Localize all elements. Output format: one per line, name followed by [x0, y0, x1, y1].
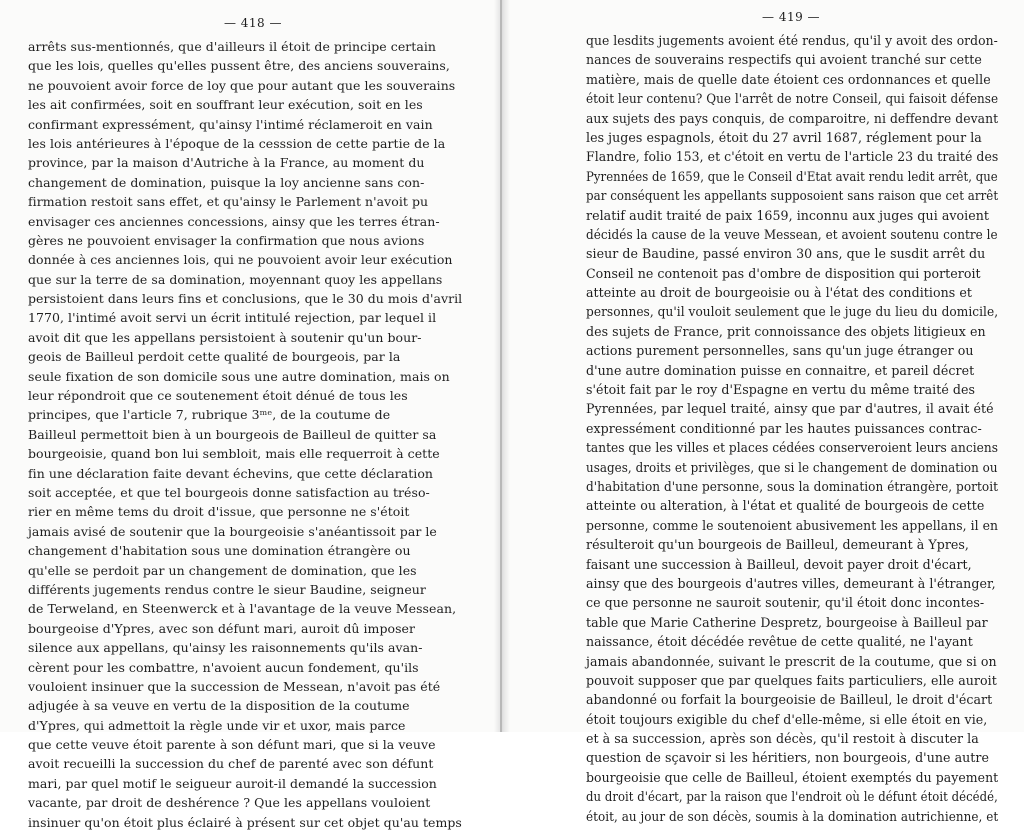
text-line: résulteroit qu'un bourgeois de Bailleul, demeurant à Ypres,	[586, 537, 969, 553]
text-line: cèrent pour les combattre, n'avoient aucun fondement, qu'ils	[28, 659, 419, 675]
text-line: jamais avisé de soutenir que la bourgeoisie s'anéantissoit par le	[28, 523, 437, 539]
text-line: décidés la cause de la veuve Messean, et avoient soutenu contre le	[586, 226, 998, 242]
text-line: que lesdits jugements avoient été rendus, qu'il y avoit des ordon-	[586, 33, 998, 48]
text-line: de Terweland, en Steenwerck et à l'avantage de la veuve Messean,	[28, 601, 457, 617]
text-line: étoit, au jour de son décès, soumis à la domination autrichienne, et	[586, 808, 999, 824]
text-line: Pyrennées, par lequel traité, ainsy que par d'autres, il avait été	[586, 401, 994, 417]
right-page	[508, 0, 1024, 824]
text-line: bourgeoisie, quand bon lui sembloit, mais elle requerroit à cette	[28, 446, 440, 462]
text-line: seule fixation de son domicile sous une autre domination, mais on	[28, 368, 450, 384]
text-line: ainsy que des bourgeois d'autres villes, demeurant à l'étranger,	[586, 575, 996, 591]
text-line: firmation restoit sans effet, et qu'ainsy le Parlement n'avoit pu	[28, 194, 429, 210]
text-line: étoit leur contenu? Que l'arrêt de notre Conseil, qui faisoit défense	[586, 91, 999, 107]
text-line: les ait confirmées, soit en souffrant leur exécution, soit en les	[28, 97, 423, 113]
text-line: question de sçavoir si les héritiers, non bourgeois, d'une autre	[586, 750, 989, 766]
text-line: atteinte au droit de bourgeoisie ou à l'état des conditions et	[586, 285, 972, 301]
text-line: gères ne pouvoient envisager la confirmation que nous avions	[28, 232, 425, 248]
text-line: Flandre, folio 153, et c'étoit en vertu de l'article 23 du traité des	[586, 149, 999, 165]
text-line: vacante, par droit de deshérence ? Que les appellans vouloient	[28, 795, 431, 811]
right-page-body	[586, 31, 998, 826]
text-line: silence aux appellans, qu'ainsy les raisonnements qu'ils avan-	[28, 640, 423, 656]
text-line: personnes, qu'il vouloit seulement que le juge du lieu du domicile,	[586, 304, 999, 320]
text-line: et à sa succession, après son décès, qu'il restoit à discuter la	[586, 731, 979, 747]
left-page-body	[28, 37, 478, 832]
text-line: du droit d'écart, par la raison que l'endroit où le défunt étoit décédé,	[586, 789, 998, 805]
text-line: envisager ces anciennes concessions, ainsy que les terres étran-	[28, 213, 440, 229]
text-line: nances de souverains respectifs qui avoient tranché sur cette	[586, 52, 982, 68]
text-line: 1770, l'intimé avoit servi un écrit intitulé rejection, par lequel il	[28, 310, 437, 326]
text-line: changement d'habitation sous une domination étrangère ou	[28, 543, 411, 559]
text-line: adjugée à sa veuve en vertu de la disposition de la coutume	[28, 698, 410, 714]
text-line: des sujets de France, prit connoissance des objets litigieux en	[586, 323, 986, 339]
text-line: confirmant expressément, qu'ainsy l'intimé réclameroit en vain	[28, 116, 433, 132]
text-line: jamais abandonnée, suivant le prescrit de la coutume, que si on	[586, 653, 997, 669]
right-page-number: — 419 —	[762, 10, 821, 24]
text-line: insinuer qu'on étoit plus éclairé à présent sur cet objet qu'au temps	[28, 814, 462, 830]
text-line: personne, comme le soutenoient abusivement les appellans, il en	[586, 517, 998, 533]
text-line: aux sujets des pays conquis, de comparoitre, ni deffendre devant	[586, 110, 999, 126]
text-line: fin une déclaration faite devant échevins, que cette déclaration	[28, 465, 434, 481]
text-line: bourgeoise d'Ypres, avec son défunt mari, auroit dû imposer	[28, 620, 416, 636]
text-line: d'Ypres, qui admettoit la règle unde vir et uxor, mais parce	[28, 717, 406, 733]
left-page	[0, 0, 500, 830]
text-line: différents jugements rendus contre le sieur Baudine, seigneur	[28, 581, 426, 597]
text-line: que cette veuve étoit parente à son défunt mari, que si la veuve	[28, 737, 436, 753]
text-line: leur répondroit que ce soutenement étoit dénué de tous les	[28, 388, 408, 404]
text-line: pouvoit supposer que par quelques faits particuliers, elle auroit	[586, 672, 997, 688]
text-line: qu'elle se perdoit par un changement de domination, que les	[28, 562, 417, 578]
text-line: que sur la terre de sa domination, moyennant quoy les appellans	[28, 271, 443, 287]
text-line: rier en même tems du droit d'issue, que personne ne s'étoit	[28, 504, 410, 520]
text-line: s'étoit fait par le roy d'Espagne en vertu du même traité des	[586, 382, 976, 398]
text-line: principes, que l'article 7, rubrique 3ᵐᵉ, de la coutume de	[28, 407, 391, 423]
text-line: naissance, étoit décédée revêtue de cette qualité, ne l'ayant	[586, 634, 973, 650]
text-line: Bailleul permettoit bien à un bourgeois de Bailleul de quitter sa	[28, 426, 437, 442]
left-page-number: — 418 —	[223, 16, 283, 30]
text-line: soit acceptée, et que tel bourgeois donne satisfaction au tréso-	[28, 484, 430, 500]
text-line: expressément conditionné par les hautes puissances contrac-	[586, 420, 982, 436]
text-line: table que Marie Catherine Despretz, bourgeoise à Bailleul par	[586, 614, 988, 630]
text-line: Pyrennées de 1659, que le Conseil d'Etat avait rendu ledit arrêt, que	[586, 168, 998, 184]
text-line: relatif audit traité de paix 1659, inconnu aux juges qui avoient	[586, 207, 990, 223]
text-line: par conséquent les appellants supposoient sans raison que cet arrêt	[586, 188, 999, 204]
text-line: bourgeoisie que celle de Bailleul, étoient exemptés du payement	[586, 769, 999, 785]
text-line: actions purement personnelles, sans qu'un juge étranger ou	[586, 343, 974, 359]
text-line: Conseil ne contenoit pas d'ombre de disposition qui porteroit	[586, 265, 981, 281]
text-line: abandonné ou forfait la bourgeoisie de Bailleul, le droit d'écart	[586, 692, 993, 708]
text-line: avoit recueilli la succession du chef de parenté avec son défunt	[28, 756, 434, 772]
text-line: avoit dit que les appellans persistoient à soutenir qu'un bour-	[28, 329, 422, 345]
text-line: mari, par quel motif le seigueur auroit-il demandé la succession	[28, 775, 437, 791]
text-line: province, par la maison d'Autriche à la France, au moment du	[28, 155, 425, 171]
text-line: changement de domination, puisque la loy ancienne sans con-	[28, 174, 425, 190]
text-line: étoit toujours exigible du chef d'elle-même, si elle étoit en vie,	[586, 711, 988, 727]
text-line: les juges espagnols, étoit du 27 avril 1687, réglement pour la	[586, 129, 982, 145]
text-line: faisant une succession à Bailleul, devoit payer droit d'écart,	[586, 556, 972, 572]
text-line: d'habitation d'une personne, sous la domination étrangère, portoit	[586, 478, 999, 494]
text-line: ce que personne ne sauroit soutenir, qu'il étoit donc incontes-	[586, 595, 985, 611]
text-line: atteinte ou alteration, à l'état et qualité de bourgeois de cette	[586, 498, 985, 514]
text-line: tantes que les villes et places cédées conserveroient leurs anciens	[586, 440, 999, 456]
text-line: ne pouvoient avoir force de loy que pour autant que les souverains	[28, 77, 456, 93]
text-line: les lois antérieures à l'époque de la cesssion de cette partie de la	[28, 135, 446, 151]
text-line: matière, mais de quelle date étoient ces ordonnances et quelle	[586, 71, 991, 87]
text-line: que les lois, quelles qu'elles pussent être, des anciens souverains,	[28, 58, 450, 74]
text-line: usages, droits et privilèges, que si le changement de domination ou	[586, 459, 998, 475]
text-line: d'une autre domination puisse en connaitre, et pareil décret	[586, 362, 975, 378]
text-line: sieur de Baudine, passé environ 30 ans, que le susdit arrêt du	[586, 246, 986, 262]
text-line: geois de Bailleul perdoit cette qualité de bourgeois, par la	[28, 349, 401, 365]
text-line: arrêts sus-mentionnés, que d'ailleurs il étoit de principe certain	[28, 39, 437, 54]
text-line: vouloient insinuer que la succession de Messean, n'avoit pas été	[28, 678, 441, 694]
text-line: donnée à ces anciennes lois, qui ne pouvoient avoir leur exécution	[28, 252, 453, 268]
text-line: persistoient dans leurs fins et conclusions, que le 30 du mois d'avril	[28, 291, 463, 307]
gutter-line	[500, 0, 502, 732]
